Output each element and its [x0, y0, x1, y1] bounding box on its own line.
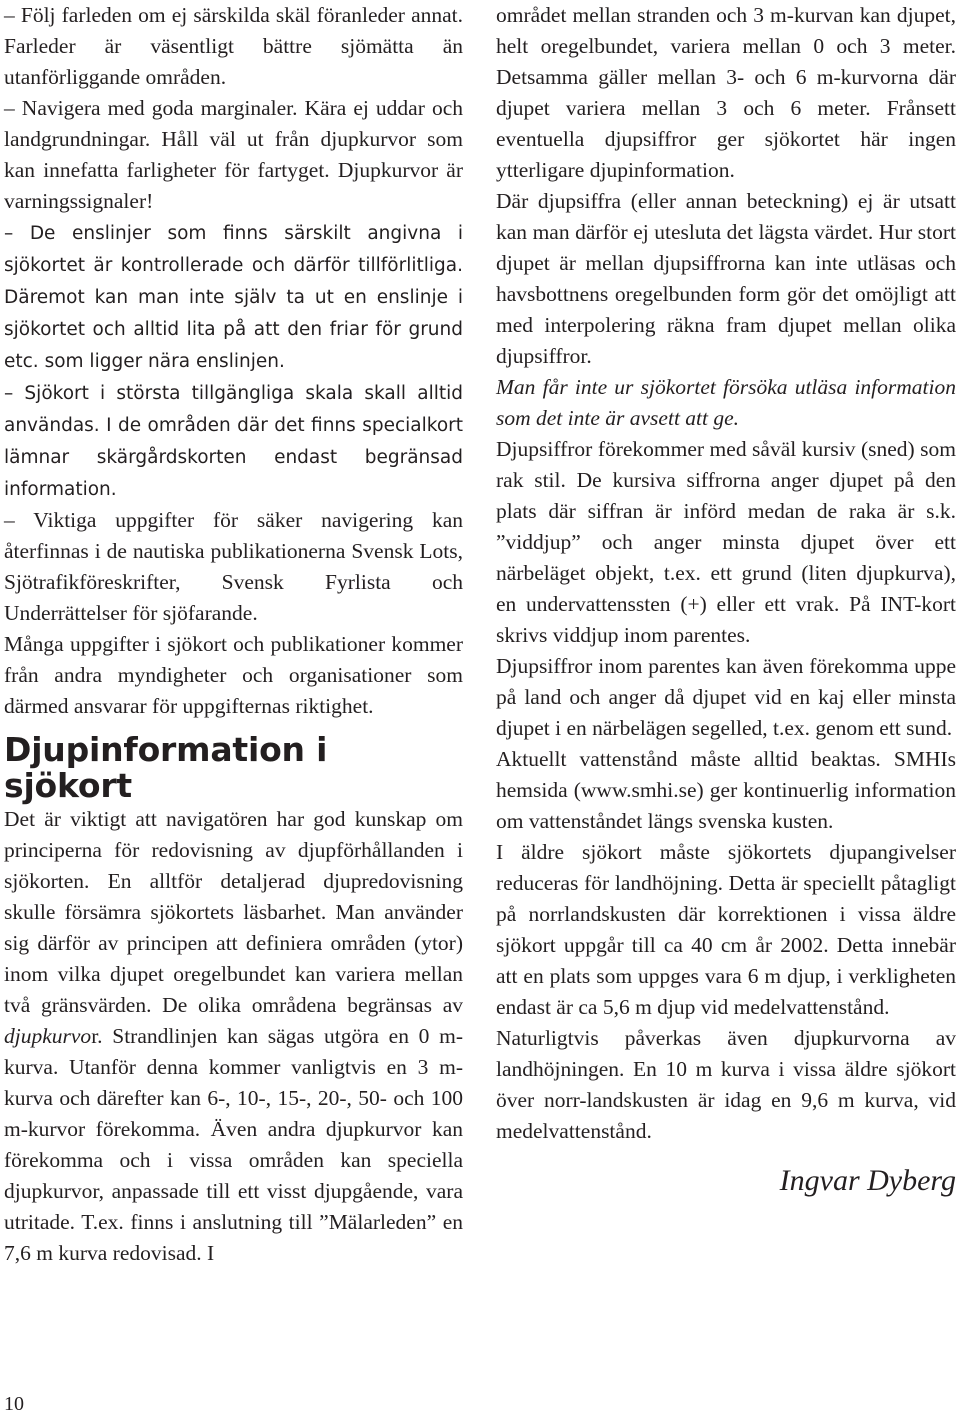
- paragraph-lowest-value: Där djupsiffra (eller annan beteckning) ej är utsatt kan man därför ej utesluta det lägsta värdet. Hur stort djupet är mellan djupsiffrorna kan inte utläsas och havsbottnens oregelbunden form gör det omöjligt att med interpolering räkna fram djupet mellan olika djupsiffror.: [496, 189, 956, 368]
- largest-scale-text-b: I de områden där det finns specialkort lämnar skärgårdskorten endast begränsad information.: [4, 415, 463, 500]
- author-signature: Ingvar Dyberg: [779, 1164, 956, 1197]
- largest-scale-text-a: – Sjökort i största tillgängliga skala skall alltid användas.: [4, 383, 463, 436]
- paragraph-land-uplift: I äldre sjökort måste sjökortets djupangivelser reduceras för landhöjning. Detta är speciellt påtagligt på norrlandskusten där korrektionen i vissa äldre sjökort uppgår till ca 40 cm år 2002. Detta innebär att en plats som uppges vara 6 m djup, i verkligheten endast är ca 5,6 m djup vid medelvattenstånd.: [496, 840, 956, 1019]
- paragraph-leading-lines: [4, 217, 463, 377]
- leading-lines-text-b: Däremot kan man inte själv ta ut en enslinje i sjökortet och alltid lita på att den friar för grund etc. som ligger nära enslinjen.: [4, 287, 463, 372]
- paragraph-italic-warning: Man får inte ur sjökortet försöka utläsa information som det inte är avsett att ge.: [496, 375, 956, 430]
- leading-lines-text-a: – De enslinjer som finns särskilt angivna i sjökortet är kontrollerade och därför tillförlitliga.: [4, 223, 463, 276]
- section-heading: Djupinformation i sjökort: [4, 730, 328, 805]
- paragraph-parenthesis-figures: Djupsiffror inom parentes kan även förekomma uppe på land och anger då djupet vid en kaj eller minsta djupet i en närbelägen segelled, t.ex. genom ett sund.: [496, 654, 956, 740]
- depth-principles-italic-term: djupkurvo: [4, 1024, 92, 1048]
- depth-principles-text-b: r. Strandlinjen kan sägas utgöra en 0 m-kurva. Utanför denna kommer vanligtvis en 3 m-kurva och därefter kan 6-, 10-, 15-, 20-, 50- och 100 m-kurvor förekomma. Även andra djupkurvor kan förekomma och i vissa områden kan speciella djupkurvor, anpassade till ett visst djupgående, vara utritade. T.ex. finns i anslutning till ”Mälarleden” en 7,6 m kurva redovisad. I: [4, 1024, 463, 1265]
- paragraph-follow-fairway: – Följ farleden om ej särskilda skäl föranleder annat. Farleder är väsentligt bättre sjömätta än utanförliggande områden.: [4, 3, 463, 89]
- paragraph-zero-to-three: området mellan stranden och 3 m-kurvan kan djupet, helt oregelbundet, variera mellan 0 och 3 meter. Detsamma gäller mellan 3- och 6 m-kurvorna där djupet variera mellan 3 och 6 meter. Frånsett eventuella djupsiffror ger sjökortet här ingen ytterligare djupinformation.: [496, 3, 956, 182]
- depth-principles-text-a: Det är viktigt att navigatören har god kunskap om principerna för redovisning av djupförhållanden i sjökorten. En alltför detaljerad djupredovisning skulle försämra sjökortets läsbarhet. Man använder sig därför av principen att definiera områden (ytor) inom vilka djupet oregelbundet kan variera mellan två gränsvärden. De olika områdena begränsas av: [4, 807, 463, 1017]
- paragraph-italic-upright-figures: Djupsiffror förekommer med såväl kursiv (sned) som rak stil. De kursiva siffrorna anger djupet på den plats där siffran är införd medan de raka är s.k. ”viddjup” och anger minsta djupet över ett närbeläget objekt, t.ex. ett grund (liten djupkurva), en undervattenssten (+) eller ett vrak. På INT-kort skrivs viddjup inom parentes.: [496, 437, 956, 647]
- page-number: 10: [4, 1393, 24, 1415]
- paragraph-other-authorities: Många uppgifter i sjökort och publikationer kommer från andra myndigheter och organisationer som därmed ansvarar för uppgifternas riktighet.: [4, 632, 463, 718]
- paragraph-water-level: Aktuellt vattenstånd måste alltid beaktas. SMHIs hemsida (www.smhi.se) ger kontinuerlig information om vattenståndet längs svenska kusten.: [496, 747, 956, 833]
- paragraph-depth-principles: [4, 804, 463, 1269]
- paragraph-nautical-publications: – Viktiga uppgifter för säker navigering kan återfinnas i de nautiska publikationerna Svensk Lots, Sjötrafikföreskrifter, Svensk Fyrlista och Underrättelser för sjöfarande.: [4, 508, 463, 625]
- paragraph-navigate-margins: – Navigera med goda marginaler. Kära ej uddar och landgrundningar. Håll väl ut från djupkurvor som kan innefatta farligheter för fartyget. Djupkurvor är varningssignaler!: [4, 96, 463, 213]
- right-column: [496, 0, 956, 1199]
- left-column: [4, 0, 463, 1269]
- paragraph-depth-contours-uplift: Naturligtvis påverkas även djupkurvorna av landhöjningen. En 10 m kurva i vissa äldre sjökort över norr-landskusten är idag en 9,6 m kurva, vid medelvattenstånd.: [496, 1026, 956, 1143]
- paragraph-largest-scale: [4, 377, 463, 505]
